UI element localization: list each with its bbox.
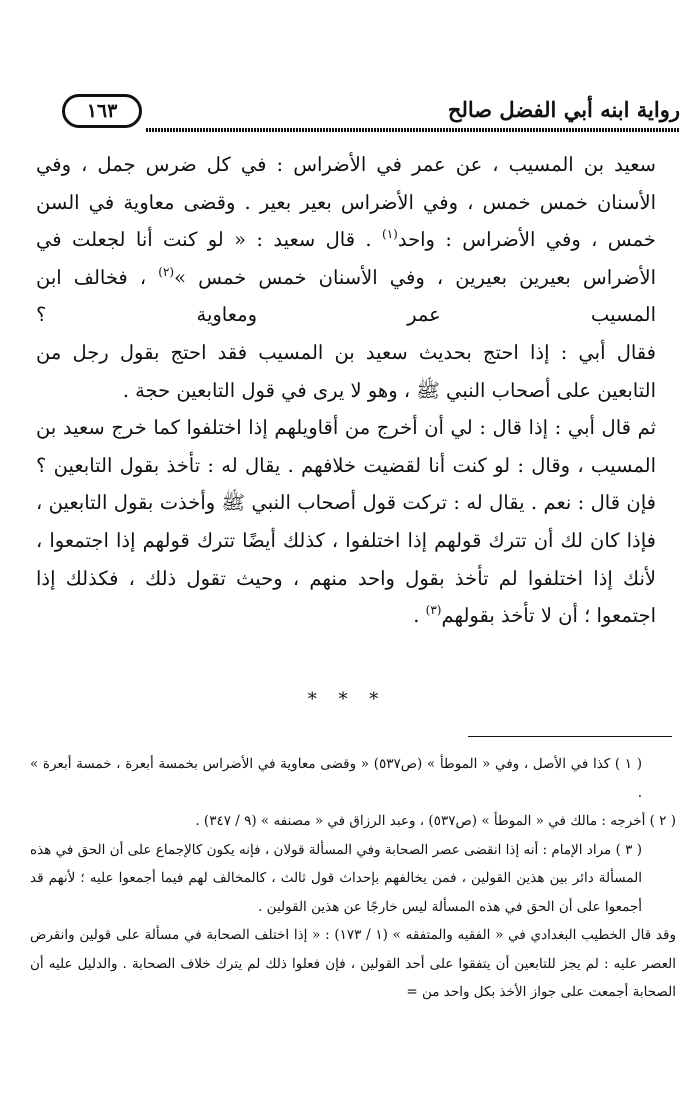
header-rule — [146, 128, 680, 132]
footnotes — [30, 750, 676, 1007]
paragraph-3-end: . — [413, 604, 426, 628]
footnote-2: ( ٢ ) أخرجه : مالك في « الموطأ » (ص٥٣٧) ، وعبد الرزاق في « مصنفه » (٩ / ٣٤٧) . — [195, 813, 676, 829]
paragraph-1-text-continued: . قال سعيد : « لو كنت أنا لجعلت في الأضراس بعيرين بعيرين ، وفي الأسنان خمس خمس » — [36, 228, 657, 289]
footnote-ref-1: (١) — [382, 227, 398, 242]
footnote-ref-3: (٣) — [425, 603, 442, 618]
paragraph-1-text-end: ، فخالف ابن المسيب عمر ومعاوية ؟ — [36, 265, 656, 327]
running-title: رواية ابنه أبي الفضل صالح — [447, 97, 680, 122]
paragraph-3 — [36, 409, 656, 635]
paragraph-3-text: ثم قال أبي : إذا قال : لي أن أخرج من أقاويلهم إذا اختلفوا كما خرج سعيد بن المسيب ، وقال : لو كنت أنا لقضيت خلافهم . يقال له : تأخذ بقول التابعين ؟ فإن قال : نعم . يقال له : تركت قول أصحاب النبي ﷺ وأخذت بقول التابعين ، فإذا كان لك أن تترك قولهم إذا اختلفوا ، كذلك أيضًا تترك قولهم إذا اجتمعوا ، لأنك إذا اختلفوا لم تأخذ بقول واحد منهم ، وحيث تقول ذلك ، فكذلك إذا اجتمعوا ؛ أن لا تأخذ بقولهم — [36, 416, 656, 628]
running-header — [62, 94, 680, 134]
paragraph-2: فقال أبي : إذا احتج بحديث سعيد بن المسيب فقد احتج بقول رجل من التابعين على أصحاب النبي ﷺ ، وهو لا يرى في قول التابعين حجة . — [36, 340, 656, 402]
footnote-rule — [468, 736, 672, 737]
section-separator: * * * — [307, 689, 387, 710]
paragraph-1 — [36, 146, 656, 334]
footnote-3: ( ٣ ) مراد الإمام : أنه إذا انقضى عصر الصحابة وفي المسألة قولان ، فإنه يكون كالإجماع على أن الحق في هذه المسألة دائر بين هذين القولين ، فمن يخالفهم بإحداث قول ثالث ، كالمخالف لهم فيما أجمعوا عليه ؛ لأنهم قد أجمعوا على أن الحق في هذه المسألة ليس خارجًا عن هذين القولين . — [30, 841, 642, 915]
footnote-1: ( ١ ) كذا في الأصل ، وفي « الموطأ » (ص٥٣٧) « وقضى معاوية في الأضراس بخمسة أبعرة ، خمسة أبعرة » . — [30, 756, 642, 801]
paragraph-1-text: سعيد بن المسيب ، عن عمر في الأضراس : في كل ضرس جمل ، وفي الأسنان خمس خمس ، وفي الأضراس بعير بعير . وقضى معاوية في السن خمس ، وفي الأضراس : واحد — [36, 153, 656, 252]
main-text — [36, 146, 656, 635]
footnote-3-continued: وقد قال الخطيب البغدادي في « الفقيه والمتفقه » (١ / ١٧٣) : « إذا اختلف الصحابة في مسألة على قولين وانقرض العصر عليه : لم يجز للتابعين أن يتفقوا على أحد القولين ، فإن فعلوا ذلك لم يترك خلاف الصحابة . والدليل عليه أن الصحابة أجمعت على جواز الأخذ بكل واحد من = — [30, 927, 676, 1000]
footnote-ref-2: (٢) — [158, 264, 175, 279]
page-number: ١٦٣ — [62, 94, 142, 128]
